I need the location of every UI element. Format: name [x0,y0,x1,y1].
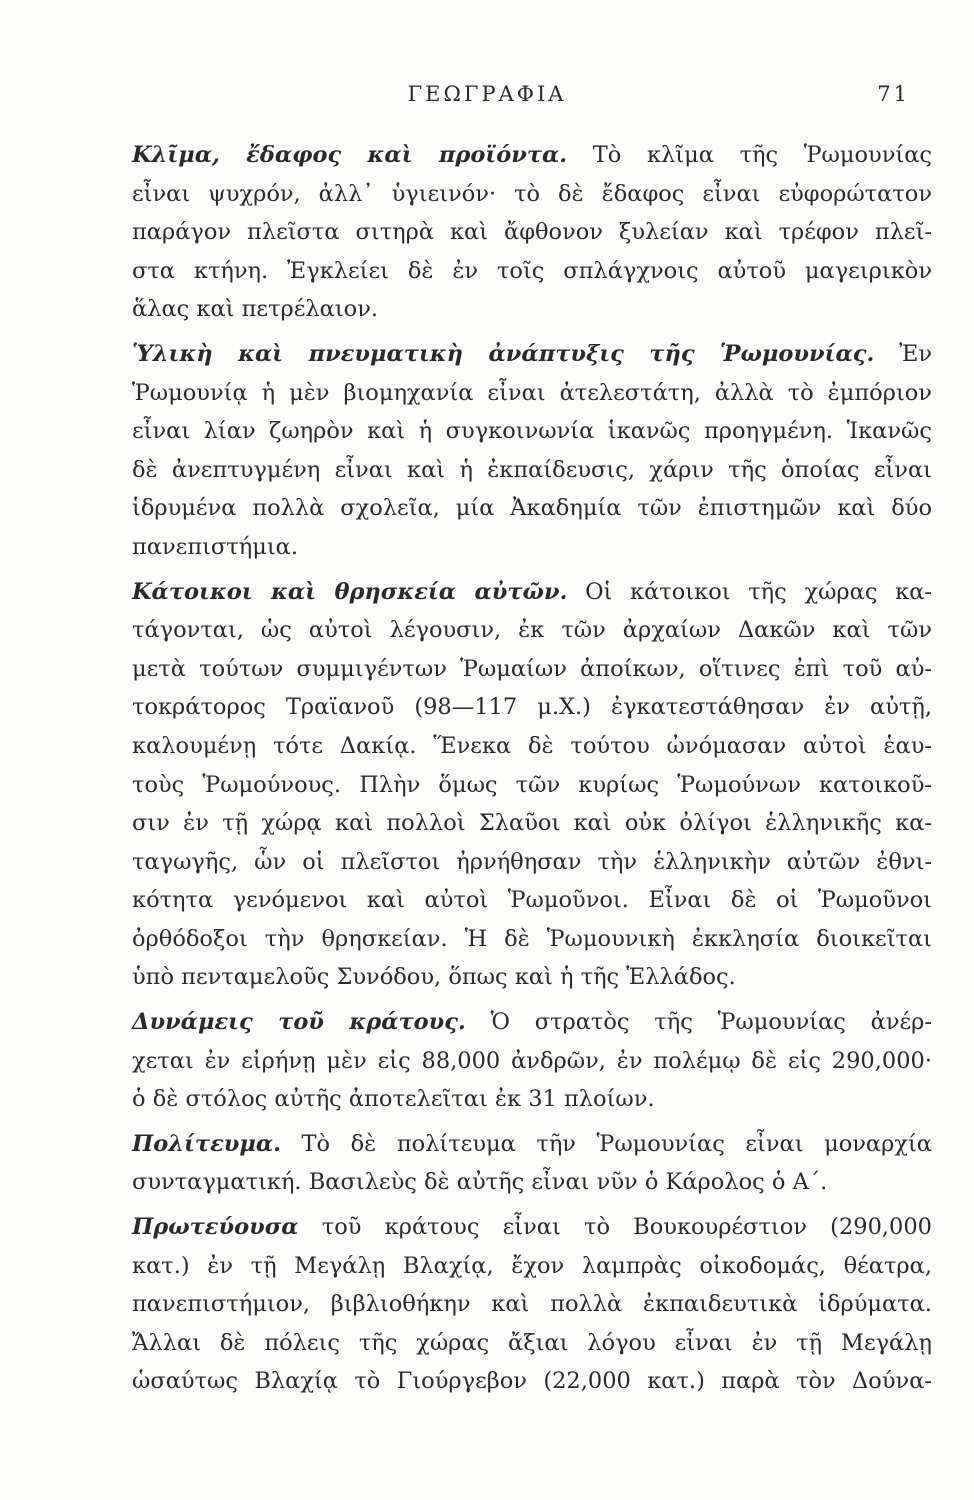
line-text: χεται ἐν εἰρήνῃ μὲν εἰς 88,000 ἀνδρῶν, ἐν πολέμῳ δὲ εἰς 290,000· [132,1047,932,1074]
line-text: Τὸ δὲ πολίτευμα τῆν Ῥωμουνίας εἶναι μοναρχία [280,1130,932,1157]
text-line [132,1208,932,1247]
line-text: κότητα γενόμενοι καὶ αὐτοὶ Ῥωμοῦνοι. Εἶναι δὲ οἱ Ῥωμοῦνοι [132,887,932,914]
line-text: ὡσαύτως Βλαχίᾳ τὸ Γιούργεβον (22,000 κατ.) παρὰ τὸν Δούνα- [132,1368,932,1395]
line-text: Οἱ κάτοικοι τῆς χώρας κα- [567,578,932,605]
line-text: πανεπιστήμια. [132,533,299,560]
text-line [132,804,932,843]
line-text: τάγονται, ὡς αὐτοὶ λέγουσιν, ἐκ τῶν ἀρχαίων Δακῶν καὶ τῶν [132,617,932,644]
line-text: εἶναι ψυχρόν, ἀλλ᾽ ὑγιεινόν· τὸ δὲ ἔδαφος εἶναι εὐφορώτατον [132,180,932,207]
page-number: 71 [877,82,910,106]
line-text: ὁ δὲ στόλος αὐτῆς ἀποτελεῖται ἐκ 31 πλοίων. [132,1086,655,1113]
text-line [132,1125,932,1164]
text-line [132,1003,932,1042]
text-line [132,573,932,612]
paragraph [132,573,932,998]
paragraph-heading: Κάτοικοι καὶ θρησκεία αὐτῶν. [132,578,568,605]
line-text: ὑπὸ πενταμελοῦς Συνόδου, ὅπως καὶ ἡ τῆς Ἑλλάδος. [132,964,736,991]
text-line [132,451,932,490]
text-line [132,1163,932,1202]
text-line [132,1247,932,1286]
line-text: στα κτήνη. Ἐγκλείει δὲ ἐν τοῖς σπλάγχνοις αὐτοῦ μαγειρικὸν [132,257,932,284]
text-line [132,335,932,374]
text-line [132,1324,932,1363]
text-line [132,412,932,451]
line-text: ταγωγῆς, ὧν οἱ πλεῖστοι ἠρνήθησαν τὴν ἑλληνικὴν αὐτῶν ἐθνι- [132,848,932,875]
line-text: εἶναι λίαν ζωηρὸν καὶ ἡ συγκοινωνία ἱκανῶς προηγμένη. Ἱκανῶς [132,418,932,445]
text-line [132,1080,932,1119]
line-text: τοκράτορος Τραϊανοῦ (98—117 μ.Χ.) ἐγκατεστάθησαν ἐν αὐτῇ, [132,694,932,721]
paragraph-heading: Πολίτευμα. [132,1130,281,1157]
line-text: δὲ ἀνεπτυγμένη εἶναι καὶ ἡ ἐκπαίδευσις, χάριν τῆς ὁποίας εἶναι [132,456,932,483]
text-line [132,843,932,882]
line-text: Τὸ κλῖμα τῆς Ῥωμουνίας [567,142,933,168]
text-line [132,213,932,252]
line-text: τοῦ κράτους εἶναι τὸ Βουκουρέστιον (290,000 [298,1214,932,1241]
text-line [132,881,932,920]
line-text: συνταγματική. Βασιλεὺς δὲ αὐτῆς εἶναι νῦν ὁ Κάρολος ὁ Α΄. [132,1169,828,1196]
text-line [132,175,932,214]
text-line [132,374,932,413]
text-line [132,1362,932,1401]
line-text: Ὁ στρατὸς τῆς Ῥωμουνίας ἀνέρ- [465,1009,932,1036]
body-text [132,136,932,1401]
line-text: Ῥωμουνίᾳ ἡ μὲν βιομηχανία εἶναι ἀτελεστάτη, ἀλλὰ τὸ ἐμπόριον [132,379,932,406]
line-text: πανεπιστήμιον, βιβλιοθήκην καὶ πολλὰ ἐκπαιδευτικὰ ἱδρύματα. [132,1291,932,1318]
text-line [132,290,932,329]
paragraph-heading: Κλῖμα, ἔδαφος καὶ προϊόντα. [132,142,568,168]
line-text: Ἐν [874,340,932,367]
line-text: Ἄλλαι δὲ πόλεις τῆς χώρας ἄξιαι λόγου εἶναι ἐν τῇ Μεγάλῃ [132,1329,932,1356]
paragraph-heading: Ὑλικὴ καὶ πνευματικὴ ἀνάπτυξις τῆς Ῥωμουνίας. [132,340,875,367]
text-line [132,958,932,997]
text-line [132,252,932,291]
text-line [132,611,932,650]
paragraph-heading: Δυνάμεις τοῦ κράτους. [132,1009,466,1036]
text-line [132,688,932,727]
text-line [132,650,932,689]
paragraph [132,1003,932,1119]
text-line [132,1042,932,1081]
text-line [132,1285,932,1324]
text-line [132,727,932,766]
text-line [132,489,932,528]
line-text: μετὰ τούτων συμμιγέντων Ῥωμαίων ἀποίκων, οἵτινες ἐπὶ τοῦ αὐ- [132,655,932,682]
line-text: σιν ἐν τῇ χώρᾳ καὶ πολλοὶ Σλαῦοι καὶ οὐκ ὀλίγοι ἑλληνικῆς κα- [132,810,932,837]
text-line [132,136,932,175]
paragraph [132,335,932,567]
paragraph [132,1208,932,1401]
paragraph [132,1125,932,1202]
line-text: τοὺς Ῥωμούνους. Πλὴν ὅμως τῶν κυρίως Ῥωμούνων κατοικοῦ- [132,771,932,798]
text-line [132,920,932,959]
line-text: καλουμένῃ τότε Δακίᾳ. Ἕνεκα δὲ τούτου ὠνόμασαν αὐτοὶ ἑαυ- [132,732,932,759]
line-text: ἱδρυμένα πολλὰ σχολεῖα, μία Ἀκαδημία τῶν ἐπιστημῶν καὶ δύο [132,495,932,522]
running-title: ΓΕΩΓΡΑΦΙΑ [407,82,567,106]
line-text: κατ.) ἐν τῇ Μεγάλῃ Βλαχίᾳ, ἔχον λαμπρὰς οἰκοδομάς, θέατρα, [132,1252,932,1279]
text-line [132,766,932,805]
line-text: ἅλας καὶ πετρέλαιον. [132,296,379,323]
text-line [132,528,932,567]
line-text: ὀρθόδοξοι τὴν θρησκείαν. Ἡ δὲ Ῥωμουνικὴ ἐκκλησία διοικεῖται [132,925,932,952]
line-text: παράγον πλεῖστα σιτηρὰ καὶ ἄφθονον ξυλείαν καὶ τρέφον πλεῖ- [132,219,932,246]
paragraph [132,136,932,329]
paragraph-heading: Πρωτεύουσα [132,1214,299,1241]
